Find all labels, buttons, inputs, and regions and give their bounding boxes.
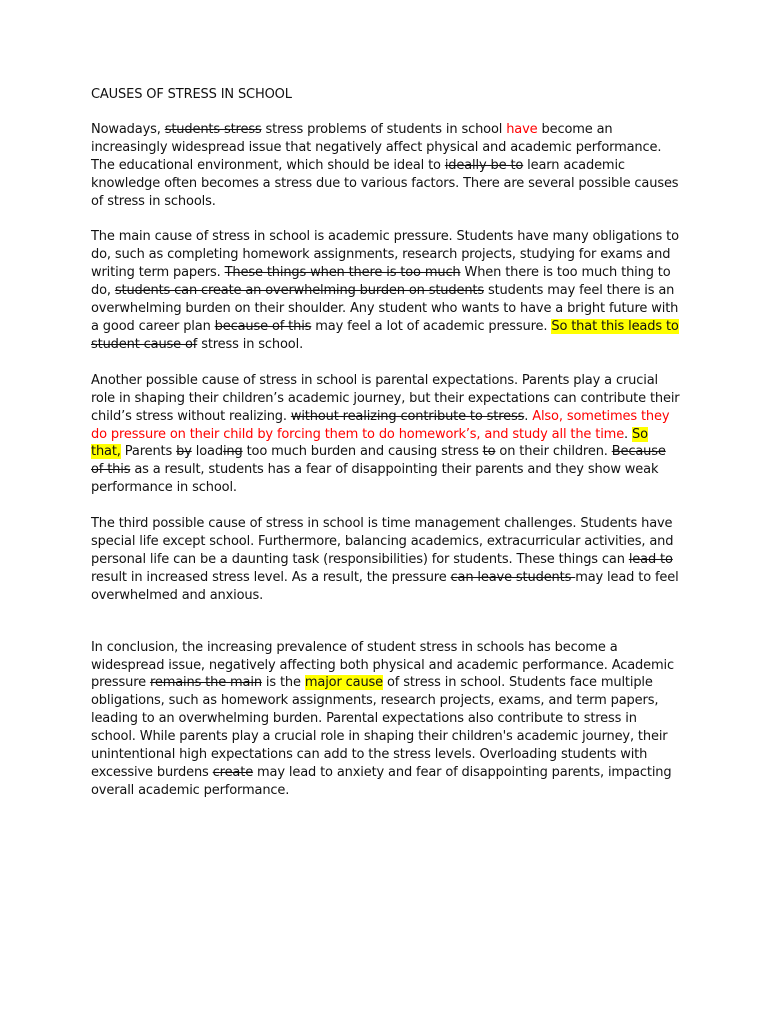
deleted-text: These things when there is too much [224,265,461,281]
deleted-text: to [482,444,496,460]
deleted-text: can leave students [450,569,576,585]
text-run: is the [261,675,305,691]
text-run: may lead to feel overwhelmed and anxious. [91,569,679,603]
text-run: In conclusion, the increasing prevalence of student stress in schools has become a widespread issue, negatively affecting both physical and academic performance. Academic pressure [91,639,674,691]
text-run: too much burden and causing stress [242,444,483,460]
deleted-text: create [212,765,254,780]
paragraph-academic-pressure [91,228,681,353]
text-run: result in increased stress level. As a result, the pressure [91,569,451,585]
deleted-text: students stress [164,121,262,137]
deleted-text: student cause of [91,336,198,352]
text-run: as a result, students has a fear of disappointing their parents and they show weak performance in school. [91,462,659,496]
highlighted-text: So that, [91,426,648,460]
text-run: stress in school. [197,336,304,352]
text-run: The third possible cause of stress in school is time management challenges. Students have special life except school. Furthermore, balancing academics, extracurricular activities, and personal life can be a daunting task (responsibilities) for students. These things can [91,516,674,567]
text-run: Another possible cause of stress in school is parental expectations. Parents play a crucial role in shaping their children’s academic journey, but their expectations can contribute their child’s stress without realizing. [91,372,680,424]
text-run: become an increasingly widespread issue that negatively affect physical and academic performance. The educational environment, which should be ideal to [91,121,662,173]
deleted-text: lead to [628,551,673,567]
deleted-text: Because of this [91,444,666,478]
text-run: stress problems of students in school [261,121,507,137]
deleted-text: students can create an overwhelming burden on students [114,283,484,299]
paragraph-time-management [91,515,681,605]
text-run: of stress in school. Students face multiple obligations, such as homework assignments, research projects, exams, and term papers, leading to an overwhelming burden. Parental expectations also contribute to stress in school. While parents play a crucial role in shaping their children's academic journey, their unintentional high expectations can add to the stress levels. Overloading students with excessive burdens [91,675,668,780]
paragraph-conclusion [91,639,681,800]
text-run: . [624,426,633,442]
deleted-text: ing [222,444,243,460]
highlighted-text: So that this leads to [551,318,679,334]
text-run: students may feel there is an overwhelming burden on their shoulder. Any student who wants to have a bright future with a good career plan [91,283,679,334]
paragraph-parental-expectations [91,372,681,497]
text-run: load [191,444,223,460]
document-page [91,86,681,818]
highlighted-text: major cause [304,675,384,691]
deleted-text: ideally be to [444,157,524,173]
paragraph-introduction [91,121,681,211]
inserted-red-text: Also, sometimes they do pressure on their child by forcing them to do homework’s, and study all the time [91,408,670,442]
text-run: Nowadays, [91,121,165,137]
deleted-text: remains the main [149,675,262,691]
text-run: may lead to anxiety and fear of disappointing parents, impacting overall academic performance. [91,765,672,798]
document-title: CAUSES OF STRESS IN SCHOOL [91,87,292,102]
text-run: . [524,408,533,424]
inserted-red-text: have [506,121,538,137]
text-run: learn academic knowledge often becomes a stress due to various factors. There are several possible causes of stress in schools. [91,157,679,209]
text-run: The main cause of stress in school is academic pressure. Students have many obligations to do, such as completing homework assignments, research projects, studying for exams and writing term papers. [91,229,679,281]
text-run: Parents [120,444,177,460]
deleted-text: without realizing contribute to stress [290,408,525,424]
text-run: on their children. [495,444,612,460]
deleted-text: because of this [214,318,312,334]
deleted-text: by [176,444,192,460]
text-run: When there is too much thing to do, [91,265,671,299]
text-run: may feel a lot of academic pressure. [311,318,552,334]
